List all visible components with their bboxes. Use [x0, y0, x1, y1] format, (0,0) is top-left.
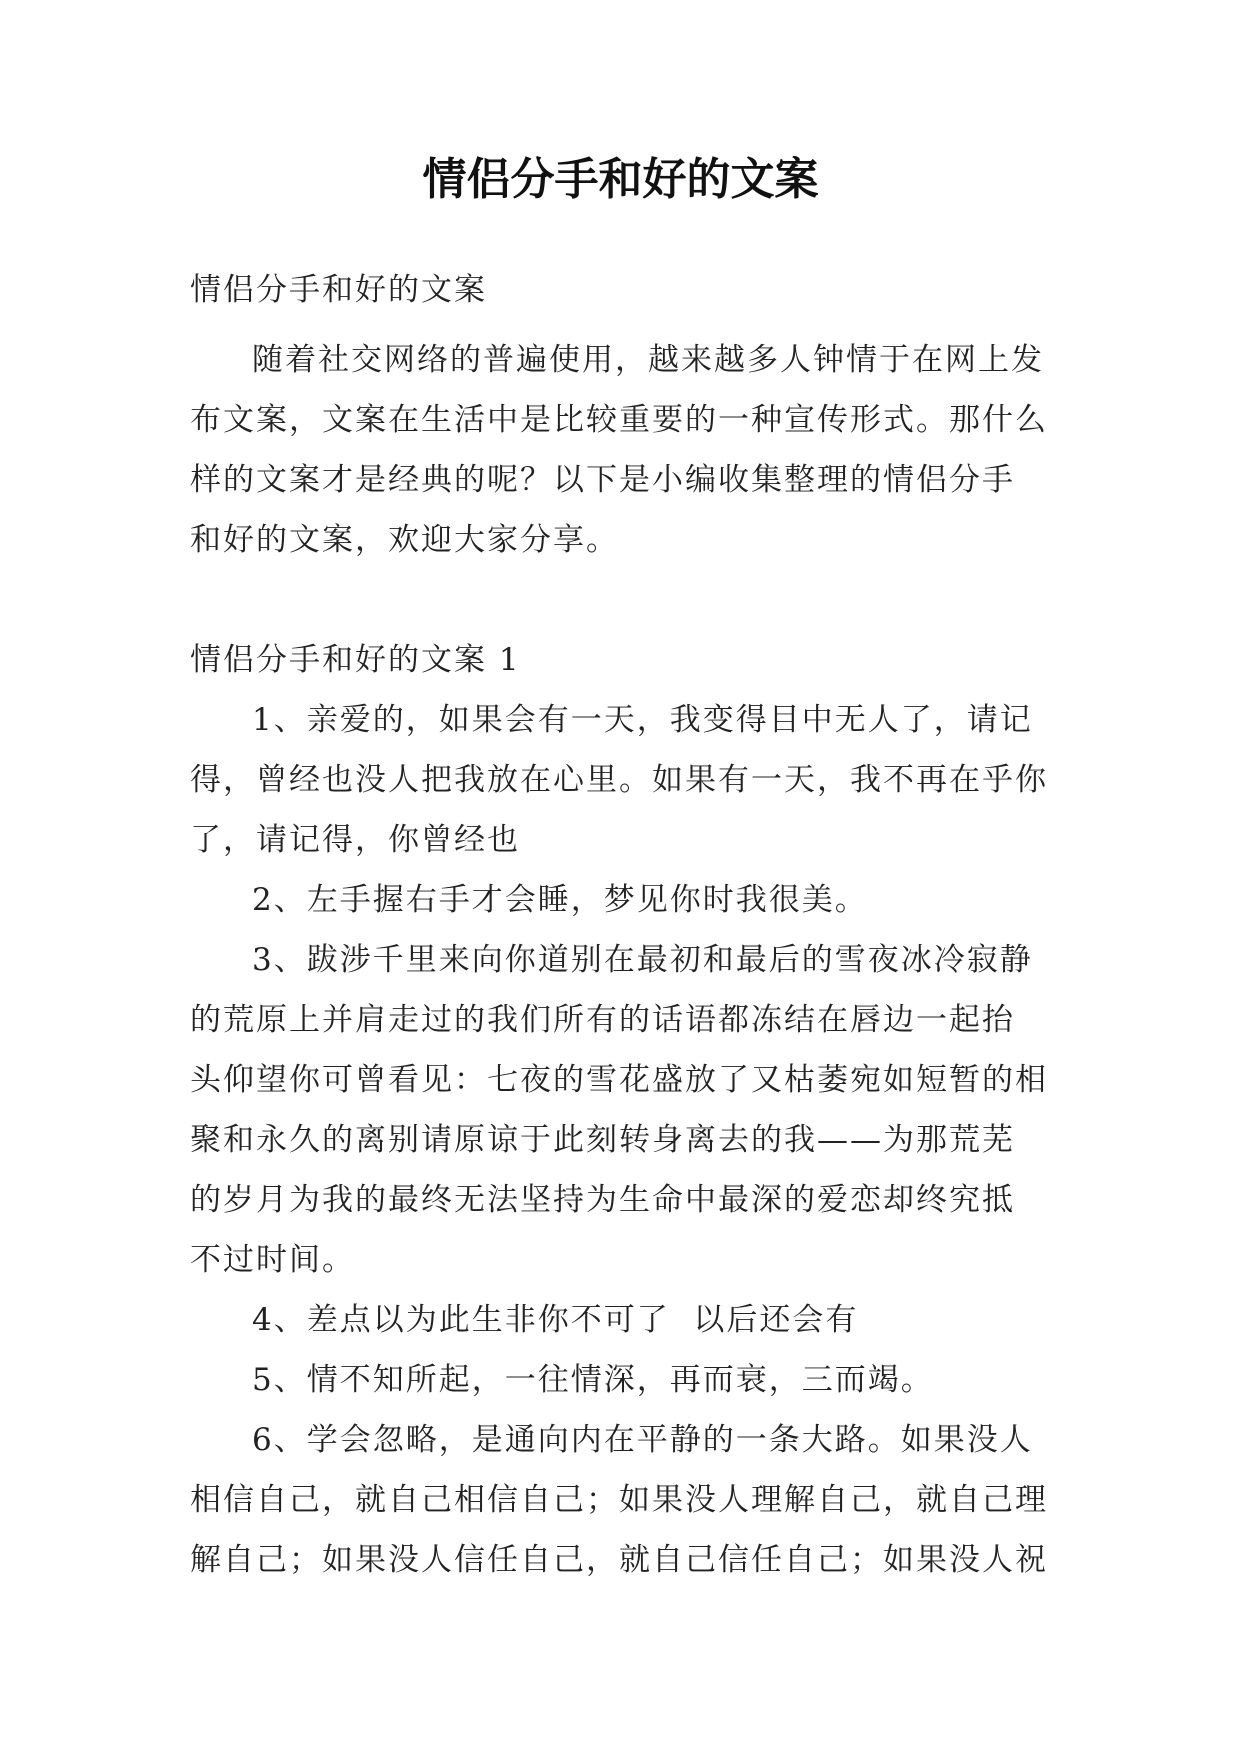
item-line: 3、跋涉千里来向你道别在最初和最后的雪夜冰冷寂静: [252, 942, 1033, 978]
item-line: 4、差点以为此生非你不可了 以后还会有: [252, 1302, 859, 1338]
section-heading: 情侣分手和好的文案 1: [190, 642, 521, 678]
item-line: 的荒原上并肩走过的我们所有的话语都冻结在唇边一起抬: [190, 1002, 1015, 1038]
item-line: 不过时间。: [190, 1242, 355, 1278]
item-line: 5、情不知所起，一往情深，再而衰，三而竭。: [252, 1362, 934, 1398]
intro-line: 布文案，文案在生活中是比较重要的一种宣传形式。那什么: [190, 402, 1048, 438]
document-title: 情侣分手和好的文案: [422, 154, 819, 205]
intro-line: 随着社交网络的普遍使用，越来越多人钟情于在网上发: [252, 342, 1044, 378]
item-line: 头仰望你可曾看见：七夜的雪花盛放了又枯萎宛如短暂的相: [190, 1062, 1048, 1098]
intro-line: 样的文案才是经典的呢？以下是小编收集整理的情侣分手: [190, 462, 1015, 498]
item-line: 1、亲爱的，如果会有一天，我变得目中无人了，请记: [252, 702, 1033, 738]
intro-line: 和好的文案，欢迎大家分享。: [190, 522, 619, 558]
item-line: 聚和永久的离别请原谅于此刻转身离去的我——为那荒芜: [190, 1122, 1015, 1158]
item-line: 2、左手握右手才会睡，梦见你时我很美。: [252, 882, 868, 918]
item-line: 的岁月为我的最终无法坚持为生命中最深的爱恋却终究抵: [190, 1182, 1015, 1218]
item-line: 相信自己，就自己相信自己；如果没人理解自己，就自己理: [190, 1482, 1048, 1518]
item-line: 了，请记得，你曾经也: [190, 822, 520, 858]
item-line: 6、学会忽略，是通向内在平静的一条大路。如果没人: [252, 1422, 1033, 1458]
item-line: 得，曾经也没人把我放在心里。如果有一天，我不再在乎你: [190, 762, 1048, 798]
item-line: 解自己；如果没人信任自己，就自己信任自己；如果没人祝: [190, 1542, 1048, 1578]
subtitle: 情侣分手和好的文案: [190, 272, 487, 308]
